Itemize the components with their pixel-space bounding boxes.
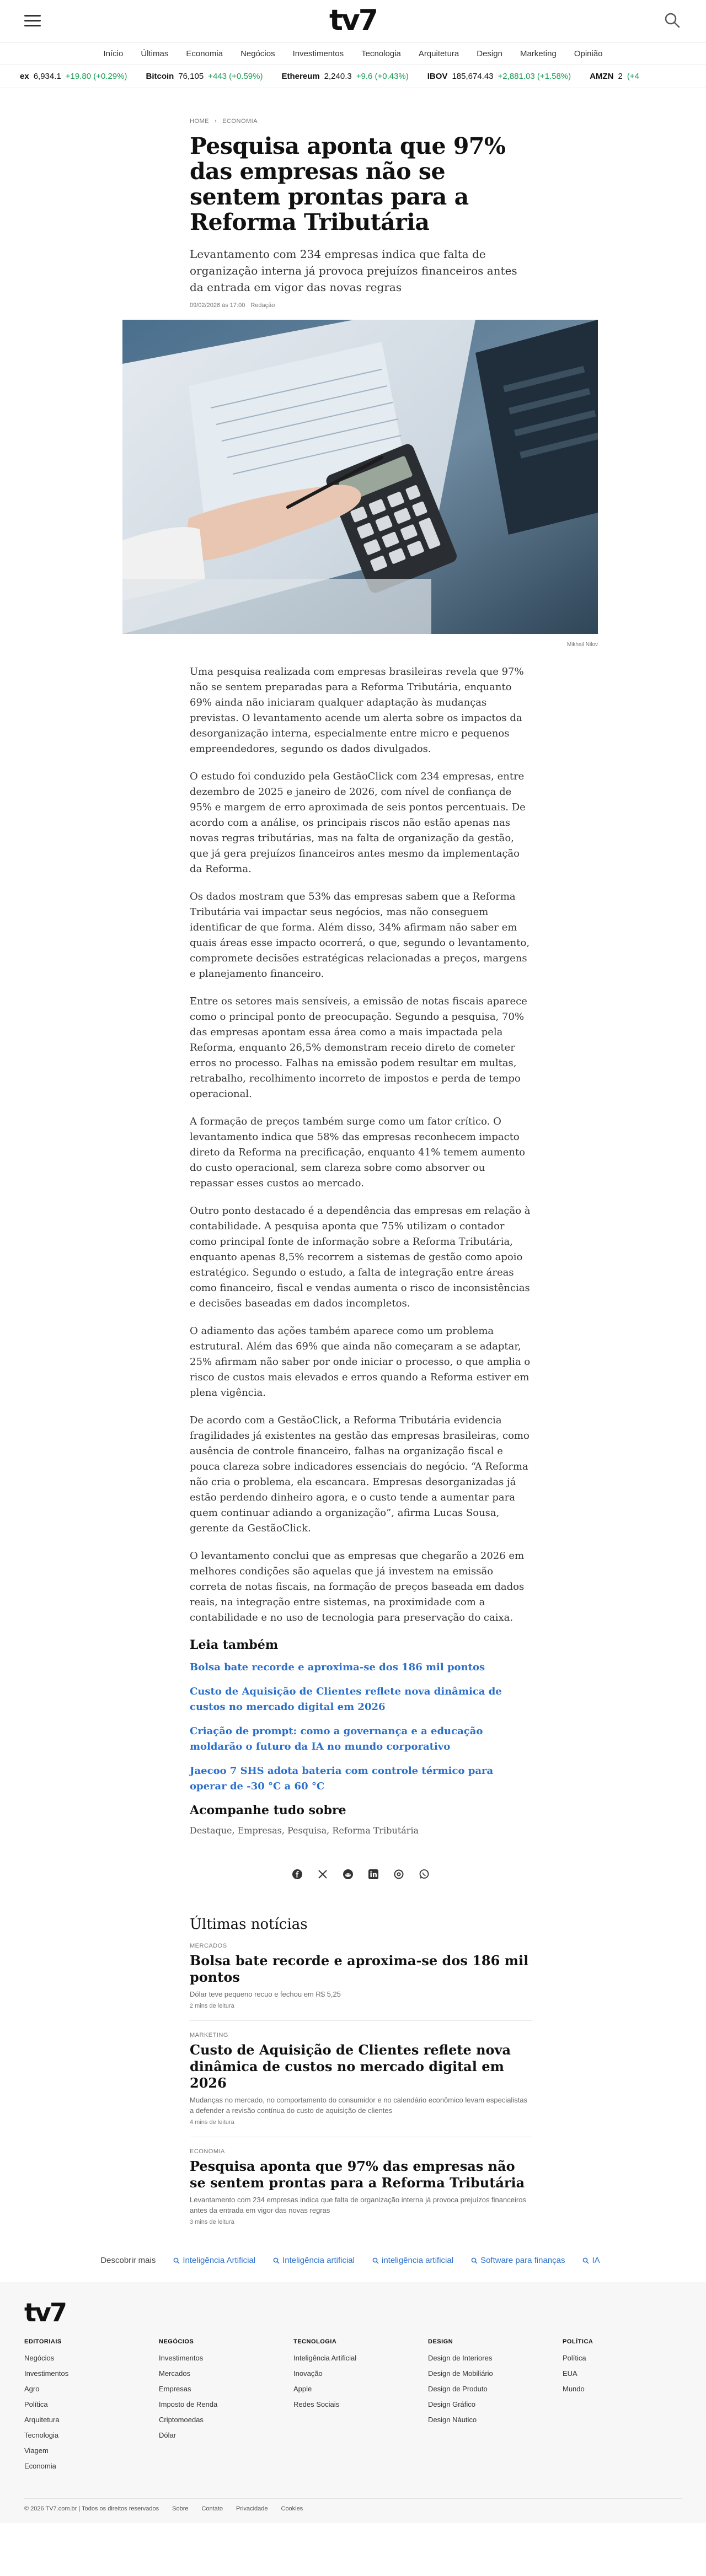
site-footer: [0, 2282, 706, 2523]
ticker-symbol: IBOV: [427, 72, 448, 81]
news-item: [190, 1943, 532, 2021]
article-paragraph: O estudo foi conduzido pela GestãoClick com 234 empresas, entre dezembro de 2025 e janeiro de 2026, com nível de confiança de 95% e margem de erro aproximada de seis pontos percentuais. De acordo com a análise, os principais riscos não estão apenas nas novas regras tributárias, mas na falta de organização da gestão, que já gera prejuízos financeiros antes mesmo da implementação da Reforma.: [190, 771, 526, 875]
footer-link[interactable]: Design Náutico: [428, 2416, 477, 2424]
nav-item[interactable]: Arquitetura: [418, 49, 459, 58]
ticker-item[interactable]: [281, 72, 408, 81]
photo-credit: Mikhail Nilov: [566, 642, 598, 648]
related-link[interactable]: Custo de Aquisição de Clientes reflete nova dinâmica de custos no mercado digital em 2026: [190, 1686, 502, 1713]
site-header: [0, 0, 706, 65]
footer-link[interactable]: Design de Interiores: [428, 2354, 493, 2362]
facebook-icon[interactable]: [290, 1867, 305, 1882]
linkedin-icon[interactable]: [366, 1867, 381, 1882]
article-paragraph: Os dados mostram que 53% das empresas sabem que a Reforma Tributária vai impactar seus negócios, mas não conseguem identificar de que forma. Além disso, 34% afirmam não saber em quais áreas esse impacto ocorrerá, o que, segundo o levantamento, compromete decisões estratégicas relacionadas a preços, margens e planejamento financeiro.: [190, 891, 530, 980]
nav-item[interactable]: Início: [103, 49, 124, 58]
related-link[interactable]: Criação de prompt: como a governança e a educação moldarão o futuro da IA no mundo corporativo: [190, 1725, 483, 1752]
search-icon: [582, 2257, 589, 2264]
article-body: [190, 664, 532, 1626]
search-icon: [372, 2257, 379, 2264]
footer-column-title: TECNOLOGIA: [293, 2338, 337, 2345]
news-category: MERCADOS: [190, 1943, 227, 1949]
copyright: © 2026 TV7.com.br | Todos os direitos reservados: [24, 2505, 159, 2512]
logo-text: tv7: [329, 4, 377, 37]
article-date: 09/02/2026 às 17:00: [190, 302, 245, 309]
news-read-time: 3 mins de leitura: [190, 2219, 234, 2225]
footer-bottom-link[interactable]: Sobre: [172, 2505, 189, 2512]
footer-column: [563, 2338, 673, 2474]
footer-link[interactable]: Design de Produto: [428, 2385, 488, 2393]
footer-link[interactable]: Viagem: [24, 2446, 49, 2455]
ticker-value: 76,105: [178, 72, 204, 81]
ticker-change: +443 (+0.59%): [208, 72, 263, 81]
article-meta: [190, 302, 532, 309]
search-icon[interactable]: [663, 11, 682, 30]
ticker-value: 6,934.1: [33, 72, 61, 81]
nav-item[interactable]: Design: [477, 49, 502, 58]
ticker-item[interactable]: [146, 72, 263, 81]
footer-link[interactable]: Investimentos: [159, 2354, 204, 2362]
related-link[interactable]: Jaecoo 7 SHS adota bateria com controle térmico para operar de -30 °C a 60 °C: [190, 1765, 494, 1792]
footer-column: [159, 2338, 293, 2474]
footer-link[interactable]: Inteligência Artificial: [293, 2354, 357, 2362]
discover-chip-label: Inteligência Artificial: [183, 2256, 256, 2265]
news-summary: Dólar teve pequeno recuo e fechou em R$ 5,25: [190, 1990, 341, 1998]
footer-link[interactable]: EUA: [563, 2369, 577, 2378]
footer-link[interactable]: Mercados: [159, 2369, 191, 2378]
menu-icon[interactable]: [24, 12, 41, 29]
article-figure: [122, 320, 598, 648]
nav-item[interactable]: Marketing: [520, 49, 557, 58]
footer-bottom: [24, 2498, 682, 2512]
latest-news-title: Últimas notícias: [190, 1916, 308, 1933]
nav-item[interactable]: Economia: [186, 49, 223, 58]
footer-column-title: NEGÓCIOS: [159, 2338, 194, 2345]
news-item: [190, 2032, 532, 2137]
ticker-item[interactable]: [20, 72, 127, 81]
news-headline[interactable]: Pesquisa aponta que 97% das empresas não se sentem prontas para a Reforma Tributária: [190, 2158, 525, 2191]
x-icon[interactable]: [315, 1867, 330, 1882]
ticker-item[interactable]: [427, 72, 571, 81]
nav-item[interactable]: Opinião: [574, 49, 603, 58]
footer-column: [428, 2338, 563, 2474]
footer-link[interactable]: Dólar: [159, 2431, 176, 2439]
discover-chip[interactable]: [168, 2253, 261, 2268]
footer-link[interactable]: Apple: [293, 2385, 312, 2393]
ticker-value: 2: [618, 72, 623, 81]
footer-column-title: POLÍTICA: [563, 2338, 593, 2345]
footer-link[interactable]: Política: [24, 2400, 48, 2408]
footer-link[interactable]: Política: [563, 2354, 586, 2362]
discover-chip-label: inteligência artificial: [381, 2256, 454, 2265]
threads-icon[interactable]: [391, 1867, 407, 1882]
follow-title: Acompanhe tudo sobre: [190, 1803, 346, 1817]
discover-chip[interactable]: [466, 2253, 570, 2268]
footer-link[interactable]: Mundo: [563, 2385, 585, 2393]
article-photo: [122, 320, 598, 634]
footer-link[interactable]: Agro: [24, 2385, 40, 2393]
ticker-symbol: ex: [20, 72, 29, 81]
footer-column-title: EDITORIAIS: [24, 2338, 62, 2345]
footer-columns: [24, 2338, 682, 2474]
news-summary: Levantamento com 234 empresas indica que falta de organização interna já provoca prejuízos financeiros antes da entrada em vigor das novas regras: [190, 2196, 526, 2214]
ticker-symbol: Bitcoin: [146, 72, 174, 81]
article-paragraph: De acordo com a GestãoClick, a Reforma Tributária evidencia fragilidades já existentes na gestão das empresas brasileiras, como ausência de controle financeiro, falhas na organização fiscal e pouca clareza sobre indicadores essenciais do negócio. “A Reforma não cria o problema, ela escancara. Empresas desorganizadas já estão perdendo dinheiro agora, e o custo tende a aumentar para quem continuar adiando a organização”, afirma Lucas Sousa, gerente da GestãoClick.: [190, 1415, 530, 1534]
footer-link[interactable]: Redes Sociais: [293, 2400, 340, 2408]
discover-more: [0, 2253, 706, 2268]
footer-link[interactable]: Empresas: [159, 2385, 191, 2393]
ticker-symbol: AMZN: [590, 72, 614, 81]
footer-column: [24, 2338, 159, 2474]
ticker-change: +19.80 (+0.29%): [65, 72, 127, 81]
news-category: MARKETING: [190, 2032, 228, 2039]
footer-link[interactable]: Design Gráfico: [428, 2400, 475, 2408]
breadcrumb-separator: ›: [215, 118, 217, 125]
footer-link[interactable]: Economia: [24, 2462, 56, 2470]
article-paragraph: Outro ponto destacado é a dependência das empresas em relação à contabilidade. A pesquisa aponta que 75% utilizam o contador como principal fonte de informação sobre a Reforma Tributária, enquanto apenas 8,5% recorrem a sistemas de gestão como apoio estratégico. Segundo o estudo, a falta de integração entre áreas como financeiro, fiscal e vendas aumenta o risco de inconsistências e decisões baseadas em dados incompletos.: [190, 1205, 531, 1309]
ticker-change: (+4: [627, 72, 639, 81]
breadcrumb-home[interactable]: HOME: [190, 118, 209, 125]
footer-link[interactable]: Arquitetura: [24, 2416, 60, 2424]
ticker-item[interactable]: [590, 72, 639, 81]
footer-logo[interactable]: tv7: [24, 2298, 66, 2327]
footer-bottom-link[interactable]: Cookies: [281, 2505, 303, 2512]
ticker-value: 2,240.3: [324, 72, 352, 81]
related-link[interactable]: Bolsa bate recorde e aproxima-se dos 186 mil pontos: [190, 1661, 485, 1673]
nav-item[interactable]: Últimas: [141, 49, 169, 58]
article-title: Pesquisa aponta que 97% das empresas não se sentem prontas para a Reforma Tributária: [190, 133, 506, 235]
footer-link[interactable]: Inovação: [293, 2369, 323, 2378]
discover-label: Descobrir mais: [100, 2256, 156, 2265]
footer-link[interactable]: Tecnologia: [24, 2431, 59, 2439]
discover-chip-label: Software para finanças: [480, 2256, 565, 2265]
latest-news: [190, 1916, 532, 2236]
article-lede: Levantamento com 234 empresas indica que falta de organização interna já provoca prejuízos financeiros antes da entrada em vigor das novas regras: [190, 248, 517, 294]
article: [190, 118, 598, 2236]
footer-bottom-link[interactable]: Contato: [201, 2505, 223, 2512]
ticker-value: 185,674.43: [452, 72, 494, 81]
footer-column-title: DESIGN: [428, 2338, 453, 2345]
search-icon: [273, 2257, 280, 2264]
whatsapp-icon[interactable]: [416, 1867, 432, 1882]
news-item: [190, 2148, 532, 2236]
nav-item[interactable]: Investimentos: [292, 49, 344, 58]
article-paragraph: A formação de preços também surge como um fator crítico. O levantamento indica que 58% das empresas reconhecem impacto direto da Reforma na precificação, enquanto 41% temem aumento do custo operacional, sem clareza sobre como absorver ou repassar esses custos ao mercado.: [190, 1116, 526, 1189]
article-tags[interactable]: Destaque, Empresas, Pesquisa, Reforma Tributária: [190, 1825, 419, 1836]
ticker-change: +9.6 (+0.43%): [356, 72, 409, 81]
article-paragraph: O levantamento conclui que as empresas que chegarão a 2026 em melhores condições são aquelas que já investem na emissão correta de notas fiscais, na formação de preços baseada em dados reais, na integração entre sistemas, na proximidade com a contabilidade e no uso de tecnologia para preservação do caixa.: [190, 1550, 525, 1623]
ticker-change: +2,881.03 (+1.58%): [498, 72, 571, 81]
search-icon: [471, 2257, 478, 2264]
discover-chip-label: Inteligência artificial: [282, 2256, 355, 2265]
footer-link[interactable]: Investimentos: [24, 2369, 69, 2378]
article-paragraph: Entre os setores mais sensíveis, a emissão de notas fiscais aparece como o principal ponto de preocupação. Segundo a pesquisa, 70% das empresas apontam essa área como a mais impactada pela Reforma, enquanto 26,5% demonstram receio direto de cometer erros no processo. Falhas na emissão podem resultar em multas, retrabalho, recolhimento incorreto de impostos e perda de tempo operacional.: [190, 996, 527, 1100]
discover-chip[interactable]: [268, 2253, 360, 2268]
share-bar: [190, 1867, 532, 1882]
article-paragraph: Uma pesquisa realizada com empresas brasileiras revela que 97% não se sentem preparadas para a Reforma Tributária, enquanto 69% ainda não iniciaram qualquer adaptação às mudanças previstas. O levantamento acende um alerta sobre os impactos da desorganização interna, especialmente entre micro e pequenos empreendedores, segundo os dados divulgados.: [190, 666, 524, 755]
footer-column: [293, 2338, 428, 2474]
search-icon: [173, 2257, 180, 2264]
discover-chip[interactable]: [577, 2253, 605, 2268]
related-title: Leia também: [190, 1638, 279, 1652]
article-author: Redação: [250, 302, 275, 309]
market-ticker: [0, 65, 706, 88]
article-paragraph: O adiamento das ações também aparece como um problema estrutural. Além das 69% que ainda não começaram a se adaptar, 25% afirmam não saber por onde iniciar o processo, o que amplia o risco de custos mais elevados e erros quando a Reforma estiver em plena vigência.: [190, 1325, 531, 1399]
footer-link[interactable]: Negócios: [24, 2354, 55, 2362]
footer-bottom-link[interactable]: Privacidade: [236, 2505, 268, 2512]
breadcrumb: [190, 118, 532, 125]
news-headline[interactable]: Bolsa bate recorde e aproxima-se dos 186 mil pontos: [190, 1953, 529, 1985]
top-bar: [0, 0, 706, 43]
latest-news-list: [190, 1943, 532, 2236]
discover-chip-label: IA: [592, 2256, 600, 2265]
related-links: [190, 1660, 532, 1794]
footer-link[interactable]: Design de Mobiliário: [428, 2369, 493, 2378]
ticker-symbol: Ethereum: [281, 72, 320, 81]
site-logo[interactable]: [325, 4, 381, 36]
footer-link[interactable]: Imposto de Renda: [159, 2400, 218, 2408]
news-summary: Mudanças no mercado, no comportamento do consumidor e no calendário econômico levam especialistas a defender a revisão contínua do custo de aquisição de clientes: [190, 2096, 528, 2115]
news-read-time: 4 mins de leitura: [190, 2119, 234, 2126]
reddit-icon[interactable]: [340, 1867, 356, 1882]
footer-link[interactable]: Criptomoedas: [159, 2416, 204, 2424]
nav-item[interactable]: Negócios: [240, 49, 275, 58]
nav-item[interactable]: Tecnologia: [361, 49, 401, 58]
news-headline[interactable]: Custo de Aquisição de Clientes reflete nova dinâmica de custos no mercado digital em 2026: [190, 2042, 511, 2091]
discover-chip[interactable]: [367, 2253, 459, 2268]
news-category: ECONOMIA: [190, 2148, 225, 2155]
news-read-time: 2 mins de leitura: [190, 2003, 234, 2009]
main-nav: [0, 43, 706, 65]
breadcrumb-section[interactable]: ECONOMIA: [222, 118, 258, 125]
